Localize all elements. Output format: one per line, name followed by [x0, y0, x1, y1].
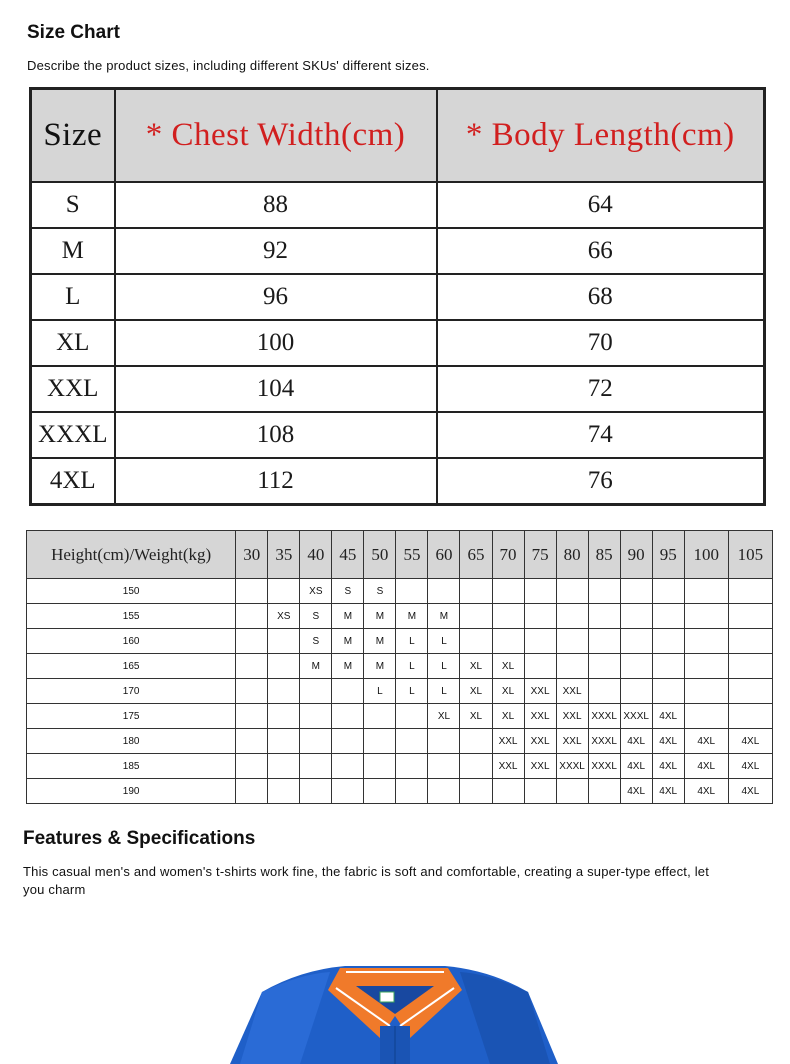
weight-header: 105 [728, 531, 772, 579]
size-row [31, 228, 765, 274]
size-recommendation-cell: S [300, 629, 332, 654]
size-recommendation-cell [300, 779, 332, 804]
size-recommendation-cell: 4XL [620, 779, 652, 804]
size-recommendation-cell: 4XL [652, 754, 684, 779]
weight-header: 80 [556, 531, 588, 579]
height-row [27, 604, 773, 629]
size-recommendation-cell: L [396, 679, 428, 704]
weight-header: 60 [428, 531, 460, 579]
size-recommendation-cell [428, 579, 460, 604]
size-recommendation-cell: 4XL [652, 729, 684, 754]
size-recommendation-cell [364, 779, 396, 804]
size-recommendation-cell [556, 654, 588, 679]
size-recommendation-cell [556, 579, 588, 604]
body-length-cell: 66 [437, 228, 765, 274]
size-recommendation-cell: XS [268, 604, 300, 629]
height-row [27, 779, 773, 804]
size-recommendation-cell [460, 604, 492, 629]
size-row [31, 366, 765, 412]
size-recommendation-cell: XS [300, 579, 332, 604]
size-recommendation-cell [268, 579, 300, 604]
size-chart-title: Size Chart [27, 22, 120, 43]
size-recommendation-cell [300, 679, 332, 704]
size-recommendation-cell: XXL [492, 729, 524, 754]
chest-width-cell: 88 [115, 182, 437, 228]
size-recommendation-cell [332, 754, 364, 779]
body-length-header: * Body Length(cm) [437, 89, 765, 183]
size-recommendation-cell [396, 779, 428, 804]
height-row [27, 729, 773, 754]
size-recommendation-cell [588, 629, 620, 654]
height-cell: 185 [27, 754, 236, 779]
size-recommendation-cell [268, 754, 300, 779]
height-cell: 190 [27, 779, 236, 804]
size-recommendation-cell: L [428, 679, 460, 704]
size-recommendation-cell [492, 604, 524, 629]
size-recommendation-cell: 4XL [728, 754, 772, 779]
weight-header: 75 [524, 531, 556, 579]
size-recommendation-cell: XL [492, 654, 524, 679]
size-recommendation-cell: 4XL [620, 729, 652, 754]
size-recommendation-cell [268, 779, 300, 804]
size-table [29, 87, 766, 506]
size-header: Size [31, 89, 115, 183]
size-recommendation-cell: XXL [556, 729, 588, 754]
size-recommendation-cell: XL [492, 704, 524, 729]
size-recommendation-cell [620, 679, 652, 704]
height-cell: 175 [27, 704, 236, 729]
size-recommendation-cell: XL [460, 654, 492, 679]
size-recommendation-cell [652, 679, 684, 704]
size-recommendation-cell: S [332, 579, 364, 604]
height-row [27, 654, 773, 679]
size-row [31, 182, 765, 228]
size-recommendation-cell [236, 579, 268, 604]
size-recommendation-cell: XL [492, 679, 524, 704]
size-recommendation-cell [428, 754, 460, 779]
size-recommendation-cell [492, 629, 524, 654]
size-recommendation-cell [396, 729, 428, 754]
chest-width-cell: 96 [115, 274, 437, 320]
weight-header: 30 [236, 531, 268, 579]
size-recommendation-cell [460, 779, 492, 804]
size-recommendation-cell: M [428, 604, 460, 629]
size-recommendation-cell: M [332, 654, 364, 679]
weight-header: 40 [300, 531, 332, 579]
size-recommendation-cell [268, 629, 300, 654]
size-recommendation-cell [492, 779, 524, 804]
weight-header: 100 [684, 531, 728, 579]
size-recommendation-cell: M [364, 654, 396, 679]
size-recommendation-cell: 4XL [684, 779, 728, 804]
size-recommendation-cell [268, 654, 300, 679]
weight-header: 45 [332, 531, 364, 579]
size-recommendation-cell [620, 579, 652, 604]
size-recommendation-cell [364, 754, 396, 779]
body-length-cell: 72 [437, 366, 765, 412]
size-recommendation-cell [652, 629, 684, 654]
size-recommendation-cell [684, 604, 728, 629]
size-recommendation-cell: S [300, 604, 332, 629]
size-recommendation-cell [364, 704, 396, 729]
size-recommendation-cell: XXL [492, 754, 524, 779]
size-recommendation-cell: 4XL [620, 754, 652, 779]
polo-shirt-image [0, 930, 790, 1064]
size-recommendation-cell [236, 779, 268, 804]
size-recommendation-cell [684, 579, 728, 604]
weight-header: 65 [460, 531, 492, 579]
size-table-header-row [31, 89, 765, 183]
size-recommendation-cell: XXL [524, 754, 556, 779]
size-recommendation-cell [524, 654, 556, 679]
size-recommendation-cell [332, 704, 364, 729]
size-recommendation-cell [332, 779, 364, 804]
size-recommendation-cell [728, 704, 772, 729]
size-row [31, 458, 765, 505]
size-recommendation-cell [588, 654, 620, 679]
size-recommendation-cell [396, 579, 428, 604]
size-cell: XXL [31, 366, 115, 412]
size-recommendation-cell: 4XL [652, 779, 684, 804]
size-recommendation-cell: 4XL [684, 754, 728, 779]
weight-header: 90 [620, 531, 652, 579]
size-recommendation-cell [684, 679, 728, 704]
body-length-cell: 74 [437, 412, 765, 458]
size-recommendation-cell [460, 629, 492, 654]
size-cell: M [31, 228, 115, 274]
height-row [27, 704, 773, 729]
size-recommendation-cell: 4XL [684, 729, 728, 754]
size-recommendation-cell [728, 579, 772, 604]
body-length-cell: 64 [437, 182, 765, 228]
size-recommendation-cell: L [364, 679, 396, 704]
size-recommendation-cell [492, 579, 524, 604]
size-recommendation-cell [556, 779, 588, 804]
size-recommendation-cell [588, 579, 620, 604]
size-recommendation-cell [588, 679, 620, 704]
weight-header: 85 [588, 531, 620, 579]
size-recommendation-cell [460, 729, 492, 754]
size-recommendation-cell: XXL [524, 704, 556, 729]
height-cell: 170 [27, 679, 236, 704]
size-recommendation-cell: L [396, 654, 428, 679]
size-recommendation-cell [728, 604, 772, 629]
size-recommendation-cell [728, 679, 772, 704]
size-recommendation-cell [460, 579, 492, 604]
size-recommendation-cell [236, 604, 268, 629]
size-recommendation-cell [728, 654, 772, 679]
body-length-cell: 70 [437, 320, 765, 366]
size-recommendation-cell [588, 779, 620, 804]
weight-header: 50 [364, 531, 396, 579]
features-description: This casual men's and women's t-shirts work fine, the fabric is soft and comfortable, creating a super-type effect, let you charm [23, 864, 710, 897]
features-title: Features & Specifications [23, 828, 256, 849]
size-recommendation-cell [556, 604, 588, 629]
height-row [27, 754, 773, 779]
size-recommendation-cell: 4XL [652, 704, 684, 729]
size-recommendation-cell: L [428, 629, 460, 654]
chest-width-cell: 112 [115, 458, 437, 505]
size-recommendation-cell [684, 704, 728, 729]
weight-header: 70 [492, 531, 524, 579]
size-recommendation-cell [588, 604, 620, 629]
size-recommendation-cell [620, 654, 652, 679]
size-recommendation-cell [524, 629, 556, 654]
size-recommendation-cell [268, 679, 300, 704]
body-length-cell: 76 [437, 458, 765, 505]
weight-header: 55 [396, 531, 428, 579]
size-recommendation-cell: XXXL [556, 754, 588, 779]
size-recommendation-cell [300, 729, 332, 754]
size-recommendation-cell [236, 704, 268, 729]
size-recommendation-cell [300, 754, 332, 779]
size-recommendation-cell: M [364, 604, 396, 629]
size-recommendation-cell [236, 654, 268, 679]
height-weight-header-row [27, 531, 773, 579]
size-recommendation-cell: XL [428, 704, 460, 729]
size-recommendation-cell [620, 604, 652, 629]
size-recommendation-cell [332, 679, 364, 704]
size-recommendation-cell: 4XL [728, 779, 772, 804]
height-row [27, 579, 773, 604]
size-recommendation-cell: M [396, 604, 428, 629]
size-recommendation-cell: XXXL [620, 704, 652, 729]
size-recommendation-cell [300, 704, 332, 729]
size-recommendation-cell: M [364, 629, 396, 654]
size-recommendation-cell [236, 679, 268, 704]
weight-header: 95 [652, 531, 684, 579]
body-length-cell: 68 [437, 274, 765, 320]
height-weight-table [26, 530, 773, 804]
size-recommendation-cell [236, 629, 268, 654]
size-recommendation-cell: L [428, 654, 460, 679]
size-recommendation-cell [684, 629, 728, 654]
size-cell: XL [31, 320, 115, 366]
size-recommendation-cell: XXXL [588, 754, 620, 779]
height-row [27, 679, 773, 704]
size-cell: XXXL [31, 412, 115, 458]
size-recommendation-cell: S [364, 579, 396, 604]
size-recommendation-cell [364, 729, 396, 754]
size-recommendation-cell [524, 579, 556, 604]
size-recommendation-cell [236, 754, 268, 779]
size-recommendation-cell [524, 604, 556, 629]
size-row [31, 320, 765, 366]
size-recommendation-cell [268, 704, 300, 729]
chest-width-cell: 108 [115, 412, 437, 458]
chest-width-cell: 104 [115, 366, 437, 412]
size-recommendation-cell: XL [460, 679, 492, 704]
size-recommendation-cell [684, 654, 728, 679]
size-recommendation-cell [396, 754, 428, 779]
size-recommendation-cell: XXL [524, 679, 556, 704]
size-recommendation-cell [428, 729, 460, 754]
size-recommendation-cell [652, 579, 684, 604]
height-row [27, 629, 773, 654]
chest-width-header: * Chest Width(cm) [115, 89, 437, 183]
size-recommendation-cell [460, 754, 492, 779]
size-recommendation-cell [428, 779, 460, 804]
size-recommendation-cell [524, 779, 556, 804]
size-recommendation-cell: M [332, 629, 364, 654]
size-row [31, 412, 765, 458]
weight-header: 35 [268, 531, 300, 579]
size-recommendation-cell [268, 729, 300, 754]
height-cell: 160 [27, 629, 236, 654]
size-recommendation-cell [332, 729, 364, 754]
size-recommendation-cell [620, 629, 652, 654]
height-cell: 165 [27, 654, 236, 679]
size-recommendation-cell: XXXL [588, 704, 620, 729]
chest-width-cell: 92 [115, 228, 437, 274]
height-cell: 155 [27, 604, 236, 629]
size-row [31, 274, 765, 320]
size-recommendation-cell [396, 704, 428, 729]
size-cell: S [31, 182, 115, 228]
size-recommendation-cell: XXL [556, 704, 588, 729]
size-recommendation-cell: XXXL [588, 729, 620, 754]
size-recommendation-cell [652, 654, 684, 679]
size-recommendation-cell [556, 629, 588, 654]
height-weight-corner-header: Height(cm)/Weight(kg) [27, 531, 236, 579]
size-recommendation-cell: XXL [524, 729, 556, 754]
size-recommendation-cell: XXL [556, 679, 588, 704]
size-recommendation-cell [652, 604, 684, 629]
size-recommendation-cell: XL [460, 704, 492, 729]
size-recommendation-cell: L [396, 629, 428, 654]
chest-width-cell: 100 [115, 320, 437, 366]
size-recommendation-cell: M [300, 654, 332, 679]
size-chart-subtitle: Describe the product sizes, including different SKUs' different sizes. [27, 58, 430, 73]
size-cell: 4XL [31, 458, 115, 505]
height-cell: 150 [27, 579, 236, 604]
size-recommendation-cell [236, 729, 268, 754]
height-cell: 180 [27, 729, 236, 754]
size-recommendation-cell [728, 629, 772, 654]
size-recommendation-cell: M [332, 604, 364, 629]
size-cell: L [31, 274, 115, 320]
size-tag [380, 992, 394, 1002]
size-recommendation-cell: 4XL [728, 729, 772, 754]
